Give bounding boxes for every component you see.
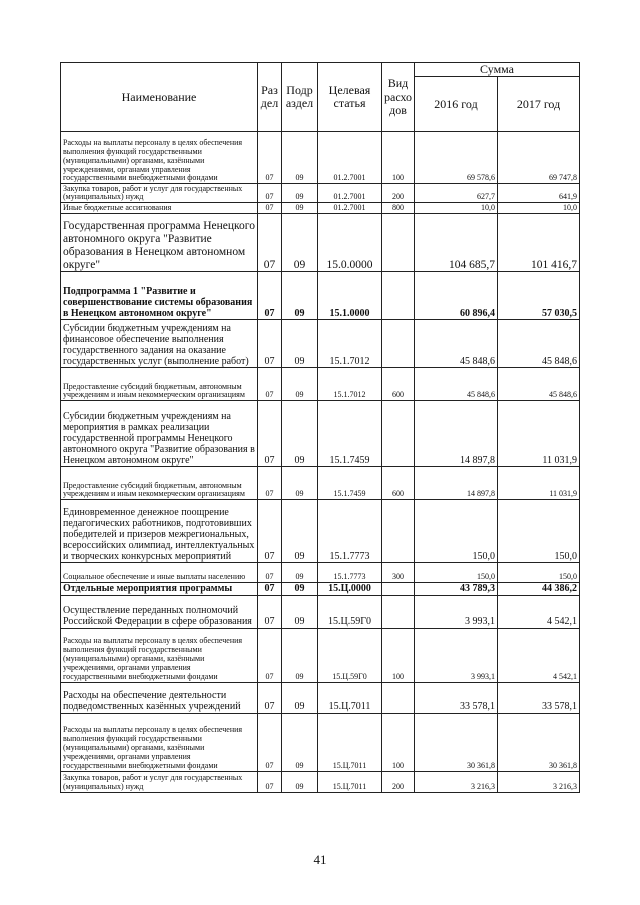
cell-expense-type: 800 bbox=[382, 203, 415, 214]
cell-expense-type: 100 bbox=[382, 132, 415, 184]
table-row bbox=[61, 500, 580, 563]
cell-sum-2017: 4 542,1 bbox=[498, 628, 580, 682]
cell-sum-2016: 30 361,8 bbox=[415, 713, 498, 771]
cell-target-article: 15.1.7459 bbox=[318, 467, 382, 500]
header-razdel: Раз дел bbox=[258, 63, 282, 132]
cell-podrazdel: 09 bbox=[282, 713, 318, 771]
cell-target-article: 15.1.0000 bbox=[318, 272, 382, 320]
table-row bbox=[61, 203, 580, 214]
cell-podrazdel: 09 bbox=[282, 203, 318, 214]
header-podrazdel: Подр аздел bbox=[282, 63, 318, 132]
cell-podrazdel: 09 bbox=[282, 583, 318, 595]
cell-razdel: 07 bbox=[258, 628, 282, 682]
cell-razdel: 07 bbox=[258, 563, 282, 583]
cell-expense-type: 100 bbox=[382, 628, 415, 682]
cell-expense-type bbox=[382, 682, 415, 713]
cell-name: Государственная программа Ненецкого автономного округа "Развитие образования в Ненецком автономном округе" bbox=[61, 214, 258, 272]
cell-target-article: 15.1.7012 bbox=[318, 368, 382, 401]
cell-expense-type bbox=[382, 214, 415, 272]
cell-podrazdel: 09 bbox=[282, 467, 318, 500]
cell-razdel: 07 bbox=[258, 500, 282, 563]
cell-target-article: 15.1.7773 bbox=[318, 500, 382, 563]
cell-razdel: 07 bbox=[258, 713, 282, 771]
table-row bbox=[61, 401, 580, 467]
table-header bbox=[61, 63, 580, 132]
cell-sum-2017: 150,0 bbox=[498, 563, 580, 583]
cell-name: Социальное обеспечение и иные выплаты населению bbox=[61, 563, 258, 583]
cell-expense-type bbox=[382, 401, 415, 467]
cell-name: Единовременное денежное поощрение педагогических работников, подготовивших победителей и призеров межрегиональных, всероссийских олимпиад, интеллектуальных и творческих конкурсных мероприятий bbox=[61, 500, 258, 563]
cell-razdel: 07 bbox=[258, 595, 282, 628]
cell-razdel: 07 bbox=[258, 320, 282, 368]
cell-expense-type: 600 bbox=[382, 467, 415, 500]
page-number: 41 bbox=[313, 852, 327, 867]
cell-podrazdel: 09 bbox=[282, 682, 318, 713]
cell-razdel: 07 bbox=[258, 272, 282, 320]
cell-name: Закупка товаров, работ и услуг для государственных (муниципальных) нужд bbox=[61, 184, 258, 203]
cell-sum-2016: 43 789,3 bbox=[415, 583, 498, 595]
cell-sum-2017: 11 031,9 bbox=[498, 401, 580, 467]
cell-razdel: 07 bbox=[258, 682, 282, 713]
cell-sum-2017: 4 542,1 bbox=[498, 595, 580, 628]
cell-name: Расходы на обеспечение деятельности подведомственных казённых учреждений bbox=[61, 682, 258, 713]
cell-sum-2017: 150,0 bbox=[498, 500, 580, 563]
cell-razdel: 07 bbox=[258, 401, 282, 467]
cell-sum-2017: 30 361,8 bbox=[498, 713, 580, 771]
cell-target-article: 15.Ц.7011 bbox=[318, 713, 382, 771]
cell-expense-type: 200 bbox=[382, 184, 415, 203]
table-row bbox=[61, 595, 580, 628]
header-name: Наименование bbox=[61, 63, 258, 132]
table-row bbox=[61, 682, 580, 713]
cell-name: Предоставление субсидий бюджетным, автономным учреждениям и иным некоммерческим организациям bbox=[61, 467, 258, 500]
cell-sum-2016: 3 216,3 bbox=[415, 771, 498, 792]
cell-sum-2017: 641,9 bbox=[498, 184, 580, 203]
header-expense-type: Вид расхо дов bbox=[382, 63, 415, 132]
cell-target-article: 15.1.7012 bbox=[318, 320, 382, 368]
cell-target-article: 01.2.7001 bbox=[318, 184, 382, 203]
cell-sum-2017: 3 216,3 bbox=[498, 771, 580, 792]
table-row bbox=[61, 467, 580, 500]
cell-podrazdel: 09 bbox=[282, 595, 318, 628]
header-sum: Сумма bbox=[415, 63, 580, 77]
cell-razdel: 07 bbox=[258, 203, 282, 214]
table-row bbox=[61, 368, 580, 401]
cell-target-article: 15.Ц.59Г0 bbox=[318, 595, 382, 628]
cell-expense-type: 300 bbox=[382, 563, 415, 583]
cell-name: Расходы на выплаты персоналу в целях обеспечения выполнения функций государственными (муниципальными) органами, казёнными учреждениями, органами управления государственными внебюджетными фондами bbox=[61, 713, 258, 771]
cell-sum-2017: 57 030,5 bbox=[498, 272, 580, 320]
cell-target-article: 15.Ц.0000 bbox=[318, 583, 382, 595]
table-row bbox=[61, 583, 580, 595]
cell-razdel: 07 bbox=[258, 467, 282, 500]
table-row bbox=[61, 132, 580, 184]
cell-sum-2017: 45 848,6 bbox=[498, 320, 580, 368]
cell-name: Иные бюджетные ассигнования bbox=[61, 203, 258, 214]
cell-name: Отдельные мероприятия программы bbox=[61, 583, 258, 595]
table-row bbox=[61, 184, 580, 203]
cell-target-article: 01.2.7001 bbox=[318, 132, 382, 184]
cell-podrazdel: 09 bbox=[282, 214, 318, 272]
cell-sum-2017: 45 848,6 bbox=[498, 368, 580, 401]
cell-sum-2016: 10,0 bbox=[415, 203, 498, 214]
cell-sum-2017: 11 031,9 bbox=[498, 467, 580, 500]
table-row bbox=[61, 214, 580, 272]
cell-razdel: 07 bbox=[258, 184, 282, 203]
table-row bbox=[61, 272, 580, 320]
cell-sum-2016: 150,0 bbox=[415, 563, 498, 583]
cell-podrazdel: 09 bbox=[282, 401, 318, 467]
cell-razdel: 07 bbox=[258, 368, 282, 401]
cell-razdel: 07 bbox=[258, 583, 282, 595]
cell-sum-2016: 14 897,8 bbox=[415, 467, 498, 500]
cell-expense-type: 200 bbox=[382, 771, 415, 792]
cell-name: Расходы на выплаты персоналу в целях обеспечения выполнения функций государственными (муниципальными) органами, казёнными учреждениями, органами управления государственными внебюджетными фондами bbox=[61, 132, 258, 184]
cell-podrazdel: 09 bbox=[282, 628, 318, 682]
cell-razdel: 07 bbox=[258, 771, 282, 792]
cell-sum-2016: 60 896,4 bbox=[415, 272, 498, 320]
cell-target-article: 15.1.7773 bbox=[318, 563, 382, 583]
table-row bbox=[61, 320, 580, 368]
cell-podrazdel: 09 bbox=[282, 320, 318, 368]
table-body bbox=[61, 132, 580, 792]
cell-name: Подпрограмма 1 "Развитие и совершенствование системы образования в Ненецком автономном округе" bbox=[61, 272, 258, 320]
cell-expense-type bbox=[382, 320, 415, 368]
cell-podrazdel: 09 bbox=[282, 771, 318, 792]
cell-target-article: 15.1.7459 bbox=[318, 401, 382, 467]
cell-expense-type: 600 bbox=[382, 368, 415, 401]
table-row bbox=[61, 713, 580, 771]
cell-target-article: 15.Ц.59Г0 bbox=[318, 628, 382, 682]
cell-name: Субсидии бюджетным учреждениям на финансовое обеспечение выполнения государственного задания на оказание государственных услуг (выполнение работ) bbox=[61, 320, 258, 368]
header-year-2016: 2016 год bbox=[415, 77, 498, 132]
cell-sum-2017: 33 578,1 bbox=[498, 682, 580, 713]
cell-podrazdel: 09 bbox=[282, 368, 318, 401]
cell-sum-2017: 69 747,8 bbox=[498, 132, 580, 184]
cell-sum-2016: 150,0 bbox=[415, 500, 498, 563]
cell-sum-2016: 627,7 bbox=[415, 184, 498, 203]
cell-target-article: 01.2.7001 bbox=[318, 203, 382, 214]
cell-sum-2017: 101 416,7 bbox=[498, 214, 580, 272]
cell-expense-type bbox=[382, 595, 415, 628]
cell-sum-2016: 69 578,6 bbox=[415, 132, 498, 184]
table-row bbox=[61, 563, 580, 583]
cell-expense-type bbox=[382, 272, 415, 320]
cell-expense-type bbox=[382, 500, 415, 563]
cell-podrazdel: 09 bbox=[282, 500, 318, 563]
cell-podrazdel: 09 bbox=[282, 563, 318, 583]
table-row bbox=[61, 771, 580, 792]
cell-sum-2016: 14 897,8 bbox=[415, 401, 498, 467]
cell-name: Закупка товаров, работ и услуг для государственных (муниципальных) нужд bbox=[61, 771, 258, 792]
header-target-article: Целевая статья bbox=[318, 63, 382, 132]
cell-sum-2016: 3 993,1 bbox=[415, 628, 498, 682]
table-row bbox=[61, 628, 580, 682]
cell-expense-type bbox=[382, 583, 415, 595]
cell-razdel: 07 bbox=[258, 214, 282, 272]
cell-podrazdel: 09 bbox=[282, 184, 318, 203]
cell-expense-type: 100 bbox=[382, 713, 415, 771]
header-year-2017: 2017 год bbox=[498, 77, 580, 132]
cell-target-article: 15.Ц.7011 bbox=[318, 682, 382, 713]
cell-razdel: 07 bbox=[258, 132, 282, 184]
cell-sum-2016: 3 993,1 bbox=[415, 595, 498, 628]
cell-podrazdel: 09 bbox=[282, 132, 318, 184]
cell-podrazdel: 09 bbox=[282, 272, 318, 320]
cell-sum-2016: 45 848,6 bbox=[415, 320, 498, 368]
cell-name: Осуществление переданных полномочий Российской Федерации в сфере образования bbox=[61, 595, 258, 628]
cell-sum-2016: 104 685,7 bbox=[415, 214, 498, 272]
cell-name: Расходы на выплаты персоналу в целях обеспечения выполнения функций государственными (муниципальными) органами, казёнными учреждениями, органами управления государственными внебюджетными фондами bbox=[61, 628, 258, 682]
cell-sum-2016: 33 578,1 bbox=[415, 682, 498, 713]
cell-name: Предоставление субсидий бюджетным, автономным учреждениям и иным некоммерческим организациям bbox=[61, 368, 258, 401]
cell-sum-2017: 10,0 bbox=[498, 203, 580, 214]
cell-sum-2016: 45 848,6 bbox=[415, 368, 498, 401]
cell-target-article: 15.0.0000 bbox=[318, 214, 382, 272]
cell-name: Субсидии бюджетным учреждениям на мероприятия в рамках реализации государственной программы Ненецкого автономного округа "Развитие образования в Ненецком автономном округе" bbox=[61, 401, 258, 467]
budget-table bbox=[60, 62, 580, 793]
cell-target-article: 15.Ц.7011 bbox=[318, 771, 382, 792]
cell-sum-2017: 44 386,2 bbox=[498, 583, 580, 595]
